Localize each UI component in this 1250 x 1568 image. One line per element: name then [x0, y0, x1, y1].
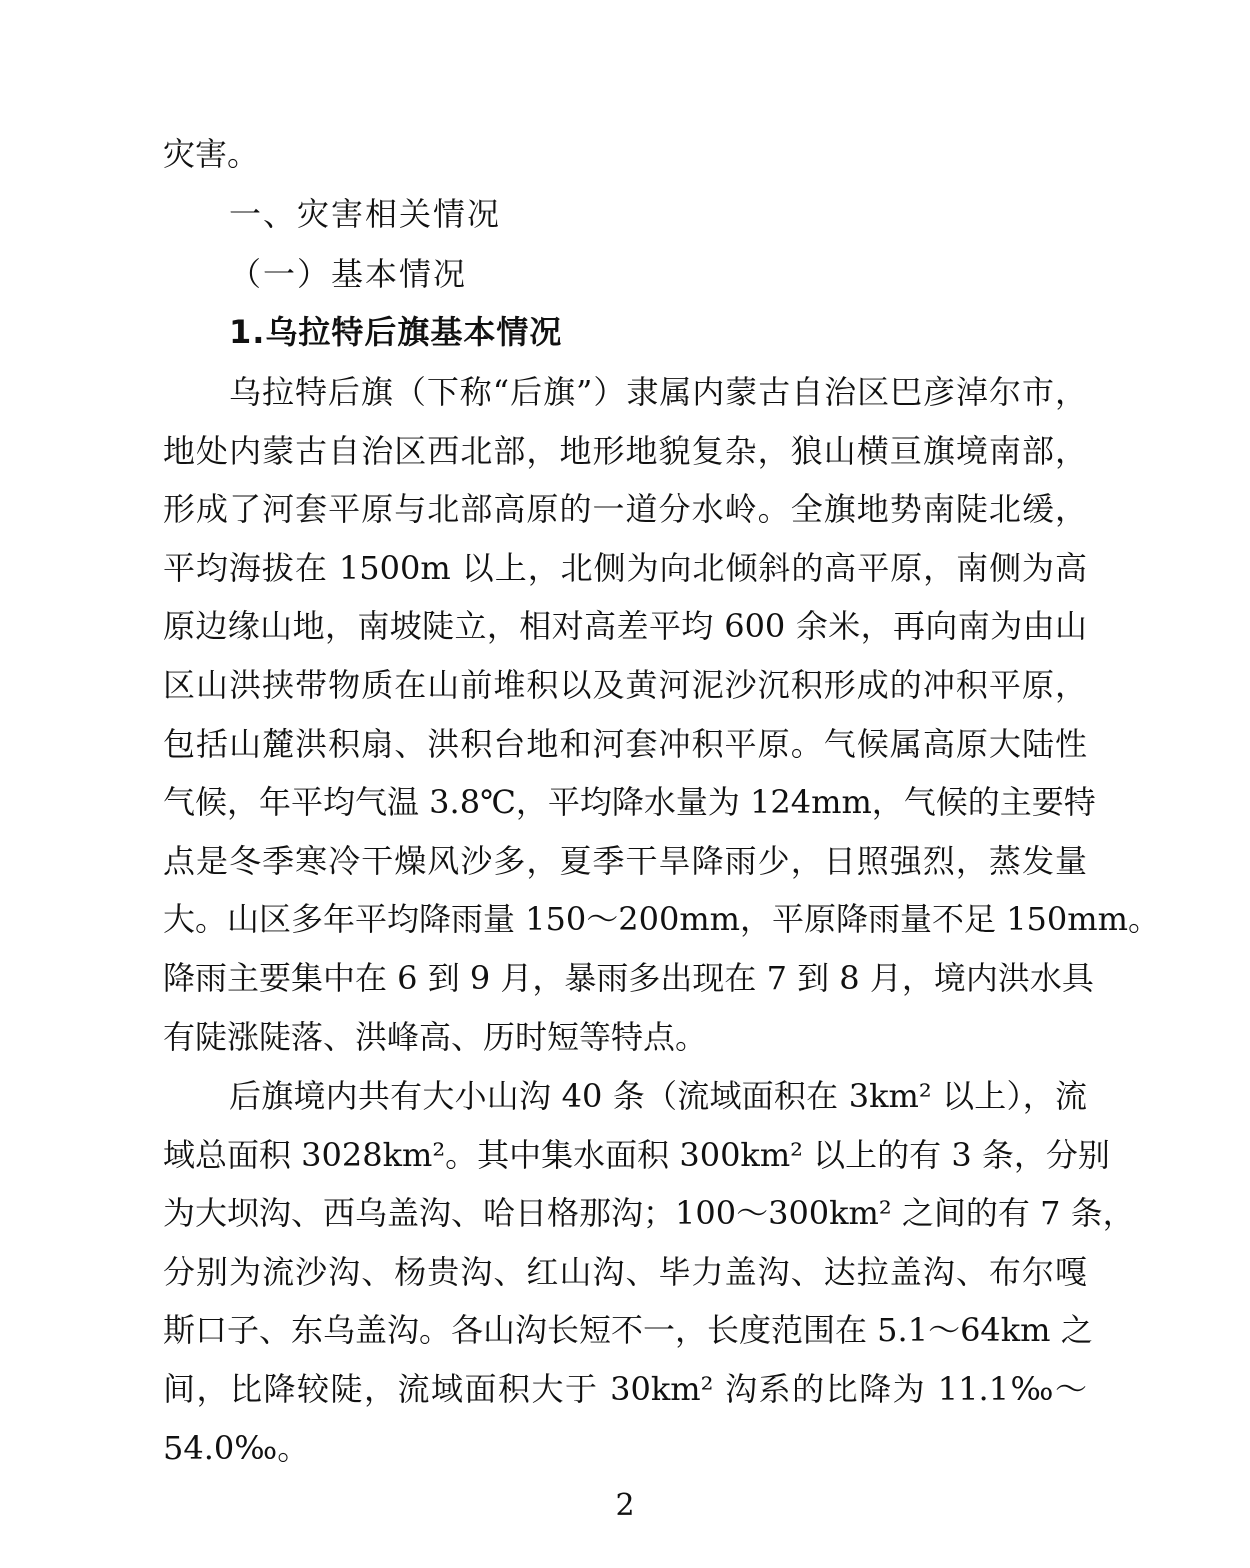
item-heading: 1.乌拉特后旗基本情况: [229, 313, 563, 351]
paragraph-line: 间，比降较陡，流域面积大于 30km² 沟系的比降为 11.1‰～: [163, 1370, 1087, 1408]
paragraph-line: 平均海拔在 1500m 以上，北侧为向北倾斜的高平原，南侧为高: [163, 549, 1087, 587]
paragraph-line: 气候，年平均气温 3.8℃，平均降水量为 124mm，气候的主要特: [163, 783, 1096, 821]
paragraph-line: 后旗境内共有大小山沟 40 条（流域面积在 3km² 以上），流: [229, 1077, 1087, 1115]
subsection-heading: （一）基本情况: [229, 255, 468, 293]
paragraph-line: 斯口子、东乌盖沟。各山沟长短不一，长度范围在 5.1～64km 之: [163, 1311, 1093, 1349]
paragraph-line: 原边缘山地，南坡陡立，相对高差平均 600 余米，再向南为由山: [163, 607, 1087, 645]
paragraph-line: 包括山麓洪积扇、洪积台地和河套冲积平原。气候属高原大陆性: [163, 725, 1087, 763]
paragraph-line: 分别为流沙沟、杨贵沟、红山沟、毕力盖沟、达拉盖沟、布尔嘎: [163, 1253, 1087, 1291]
paragraph-line: 形成了河套平原与北部高原的一道分水岭。全旗地势南陡北缓，: [163, 490, 1087, 528]
paragraph-line: 点是冬季寒冷干燥风沙多，夏季干旱降雨少，日照强烈，蒸发量: [163, 842, 1087, 880]
continuation-text: 灾害。: [163, 135, 260, 173]
paragraph-line: 有陡涨陡落、洪峰高、历时短等特点。: [163, 1018, 708, 1056]
paragraph-line: 地处内蒙古自治区西北部，地形地貌复杂，狼山横亘旗境南部，: [163, 432, 1087, 470]
paragraph-line: 域总面积 3028km²。其中集水面积 300km² 以上的有 3 条，分别: [163, 1136, 1110, 1174]
paragraph-line: 降雨主要集中在 6 到 9 月，暴雨多出现在 7 到 8 月，境内洪水具: [163, 959, 1094, 997]
paragraph-line: 区山洪挟带物质在山前堆积以及黄河泥沙沉积形成的冲积平原，: [163, 666, 1087, 704]
page-number: 2: [615, 1488, 635, 1523]
paragraph-line: 乌拉特后旗（下称“后旗”）隶属内蒙古自治区巴彦淖尔市，: [229, 373, 1087, 411]
paragraph-line: 为大坝沟、西乌盖沟、哈日格那沟；100～300km² 之间的有 7 条，: [163, 1194, 1135, 1232]
section-heading: 一、灾害相关情况: [229, 195, 502, 233]
paragraph-line: 大。山区多年平均降雨量 150～200mm，平原降雨量不足 150mm。: [163, 900, 1160, 938]
paragraph-line: 54.0‰。: [163, 1429, 310, 1467]
